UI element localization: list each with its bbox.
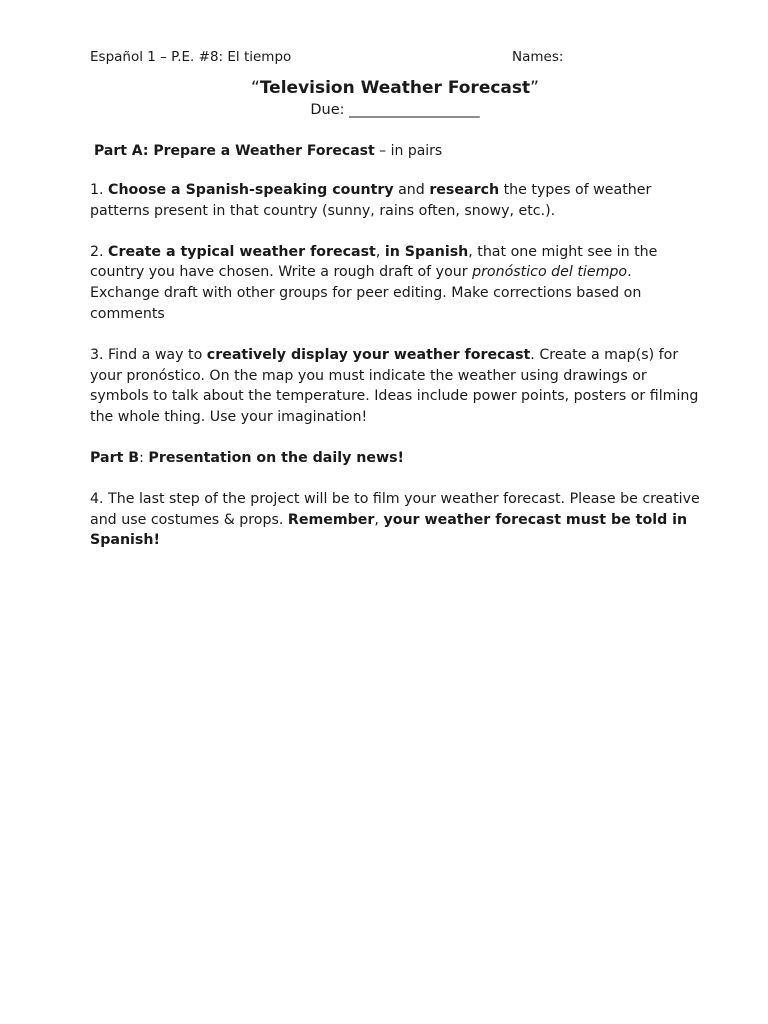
bold-run: creatively display your weather forecast bbox=[206, 346, 531, 363]
title-text: Television Weather Forecast bbox=[259, 78, 531, 98]
instruction-4 bbox=[90, 489, 700, 551]
text-run: . Exchange draft with other groups for peer editing. Make corrections based on comments bbox=[90, 264, 642, 322]
title-close-quote: ” bbox=[530, 78, 539, 98]
text-run: , that one might see in the country you have chosen. Write a rough draft of your bbox=[90, 243, 658, 281]
part-a-heading bbox=[90, 141, 700, 161]
text-run: 2. bbox=[90, 243, 109, 260]
text-run: 4. The last step of the project will be to film your weather forecast. Please be creative and use costumes & props. bbox=[90, 490, 700, 528]
bold-run: research bbox=[429, 182, 500, 198]
course-label: Español 1 – P.E. #8: El tiempo bbox=[90, 49, 292, 65]
text-run: : bbox=[139, 449, 149, 466]
instruction-2 bbox=[90, 242, 700, 325]
bold-run: Create a typical weather forecast bbox=[108, 243, 376, 260]
title-open-quote: “ bbox=[251, 78, 260, 98]
bold-run: Presentation on the daily news! bbox=[148, 449, 405, 466]
text-run: and bbox=[393, 182, 430, 198]
text-run: 1. bbox=[90, 182, 109, 198]
bold-run: Choose a Spanish-speaking country bbox=[108, 182, 394, 198]
worksheet bbox=[90, 46, 700, 551]
text-run: , bbox=[374, 511, 384, 528]
instruction-3 bbox=[90, 345, 700, 428]
text-run: . Create a map(s) for your pronóstico. On the map you must indicate the weather using drawings or symbols to talk about the temperature. Ideas include power points, posters or filming the whole thing. Use your imagination! bbox=[90, 346, 699, 426]
text-run: 3. Find a way to bbox=[90, 346, 207, 363]
italic-run: pronóstico del tiempo bbox=[472, 264, 628, 281]
header bbox=[90, 46, 700, 68]
page-title bbox=[90, 77, 700, 99]
due-line: Due: __________________ bbox=[310, 102, 480, 118]
part-b-heading bbox=[90, 448, 700, 469]
names-label: Names: bbox=[512, 49, 564, 65]
bold-run: Part B bbox=[90, 449, 140, 466]
instruction-1 bbox=[90, 180, 700, 222]
text-run: the types of weather patterns present in that country (sunny, rains often, snowy, etc.). bbox=[90, 182, 652, 219]
bold-run: your weather forecast must be told in Spanish! bbox=[90, 511, 688, 549]
text-run: , bbox=[375, 243, 385, 260]
bold-run: Remember bbox=[287, 511, 375, 528]
part-a-note: – in pairs bbox=[374, 143, 443, 159]
bold-run: in Spanish bbox=[384, 243, 469, 260]
part-a-title: Part A: Prepare a Weather Forecast bbox=[94, 143, 375, 159]
